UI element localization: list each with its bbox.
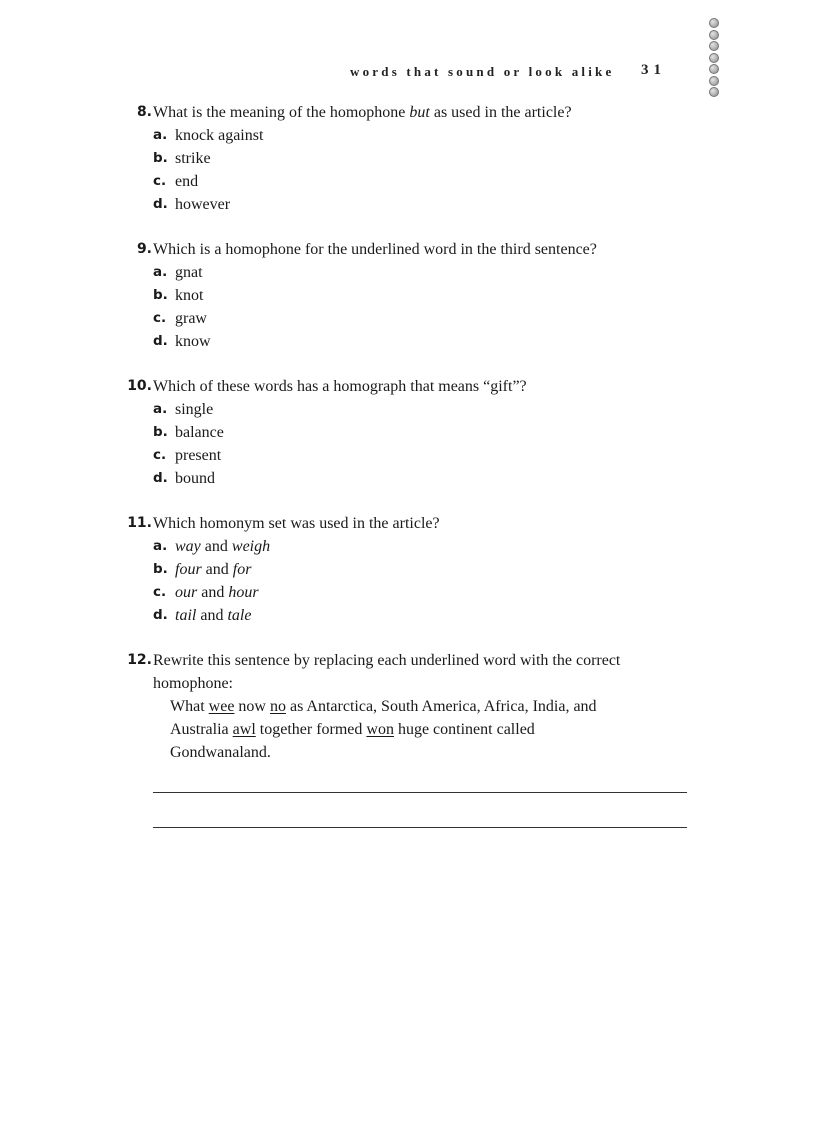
dot-icon (709, 30, 719, 40)
option-word: hour (228, 584, 259, 601)
option-text (175, 581, 259, 604)
option-text (175, 604, 251, 627)
option-d (153, 604, 700, 627)
question-12 (120, 649, 700, 764)
question-number: 11. (127, 515, 152, 531)
option-letter: a. (153, 127, 168, 143)
option-text: bound (175, 470, 215, 487)
underlined-word: no (269, 698, 286, 715)
option-b (153, 558, 700, 581)
option-letter: d. (153, 470, 168, 486)
sentence-block (170, 695, 690, 764)
option-a (153, 124, 700, 147)
underlined-word: wee (208, 698, 235, 715)
option-text (175, 535, 270, 558)
stem-italic-word: but (409, 104, 430, 121)
stem-line: Rewrite this sentence by replacing each underlined word with the correct (153, 652, 621, 669)
option-text: graw (175, 310, 207, 327)
sentence-text: What (170, 698, 209, 715)
question-stem (153, 101, 700, 124)
option-c (153, 307, 700, 330)
option-conjunction: and (196, 607, 228, 624)
sentence-text: now (234, 698, 270, 715)
underlined-word: won (366, 721, 394, 738)
question-10 (120, 375, 700, 490)
option-letter: b. (153, 561, 168, 577)
option-letter: b. (153, 424, 168, 440)
question-number: 8. (136, 104, 152, 120)
sentence-line (170, 695, 690, 718)
option-a (153, 398, 700, 421)
option-word: tail (175, 607, 197, 624)
option-conjunction: and (197, 584, 229, 601)
question-number: 9. (136, 241, 152, 257)
option-text: know (175, 333, 211, 350)
option-word: tale (227, 607, 252, 624)
option-letter: c. (153, 584, 167, 600)
sentence-text: as Antarctica, South America, Africa, India, and (285, 698, 597, 715)
question-stem: Which homonym set was used in the article? (153, 515, 440, 532)
option-letter: b. (153, 287, 168, 303)
question-11 (120, 512, 700, 627)
question-stem (153, 649, 700, 672)
option-letter: a. (153, 538, 168, 554)
option-text: knot (175, 287, 204, 304)
option-letter: c. (153, 173, 167, 189)
option-letter: c. (153, 447, 167, 463)
option-text: strike (175, 150, 211, 167)
option-a (153, 261, 700, 284)
page-number: 31 (641, 62, 666, 78)
option-word: weigh (231, 538, 271, 555)
answer-line[interactable] (153, 792, 687, 793)
decorative-dots (708, 18, 720, 99)
option-text: knock against (175, 127, 264, 144)
option-letter: b. (153, 150, 168, 166)
option-text (175, 558, 251, 581)
option-b (153, 147, 700, 170)
dot-icon (709, 87, 719, 97)
dot-icon (709, 18, 719, 28)
question-number: 10. (127, 378, 152, 394)
option-b (153, 284, 700, 307)
option-text: end (175, 173, 199, 190)
running-head: words that sound or look alike (350, 64, 615, 79)
option-text: gnat (175, 264, 203, 281)
option-letter: a. (153, 401, 168, 417)
option-letter: c. (153, 310, 167, 326)
option-conjunction: and (201, 561, 233, 578)
dot-icon (709, 76, 719, 86)
option-b (153, 421, 700, 444)
question-stem: Which of these words has a homograph that means “gift”? (153, 378, 527, 395)
option-d (153, 467, 700, 490)
sentence-line (170, 741, 690, 764)
option-word: for (232, 561, 252, 578)
option-c (153, 581, 700, 604)
option-c (153, 170, 700, 193)
option-a (153, 535, 700, 558)
option-conjunction: and (200, 538, 232, 555)
dot-icon (709, 64, 719, 74)
option-d (153, 193, 700, 216)
option-text: however (175, 196, 231, 213)
question-8 (120, 101, 700, 216)
question-9 (120, 238, 700, 353)
option-letter: d. (153, 333, 168, 349)
answer-line[interactable] (153, 827, 687, 828)
option-letter: d. (153, 607, 168, 623)
sentence-line (170, 718, 690, 741)
sentence-text: Gondwanaland. (170, 744, 271, 761)
question-number: 12. (127, 652, 152, 668)
question-stem: Which is a homophone for the underlined word in the third sentence? (153, 241, 597, 258)
stem-text: as used in the article? (429, 104, 572, 121)
option-letter: a. (153, 264, 168, 280)
option-c (153, 444, 700, 467)
option-d (153, 330, 700, 353)
option-word: our (175, 584, 198, 601)
option-word: way (175, 538, 201, 555)
option-text: balance (175, 424, 224, 441)
sentence-text: together formed (255, 721, 367, 738)
dot-icon (709, 41, 719, 51)
option-text: present (175, 447, 222, 464)
option-word: four (175, 561, 202, 578)
sentence-text: Australia (170, 721, 233, 738)
question-number-spacer (120, 672, 153, 695)
dot-icon (709, 53, 719, 63)
stem-line: homophone: (153, 675, 233, 692)
option-text: single (175, 401, 214, 418)
stem-text: What is the meaning of the homophone (153, 104, 410, 121)
option-letter: d. (153, 196, 168, 212)
sentence-text: huge continent called (393, 721, 535, 738)
underlined-word: awl (232, 721, 256, 738)
